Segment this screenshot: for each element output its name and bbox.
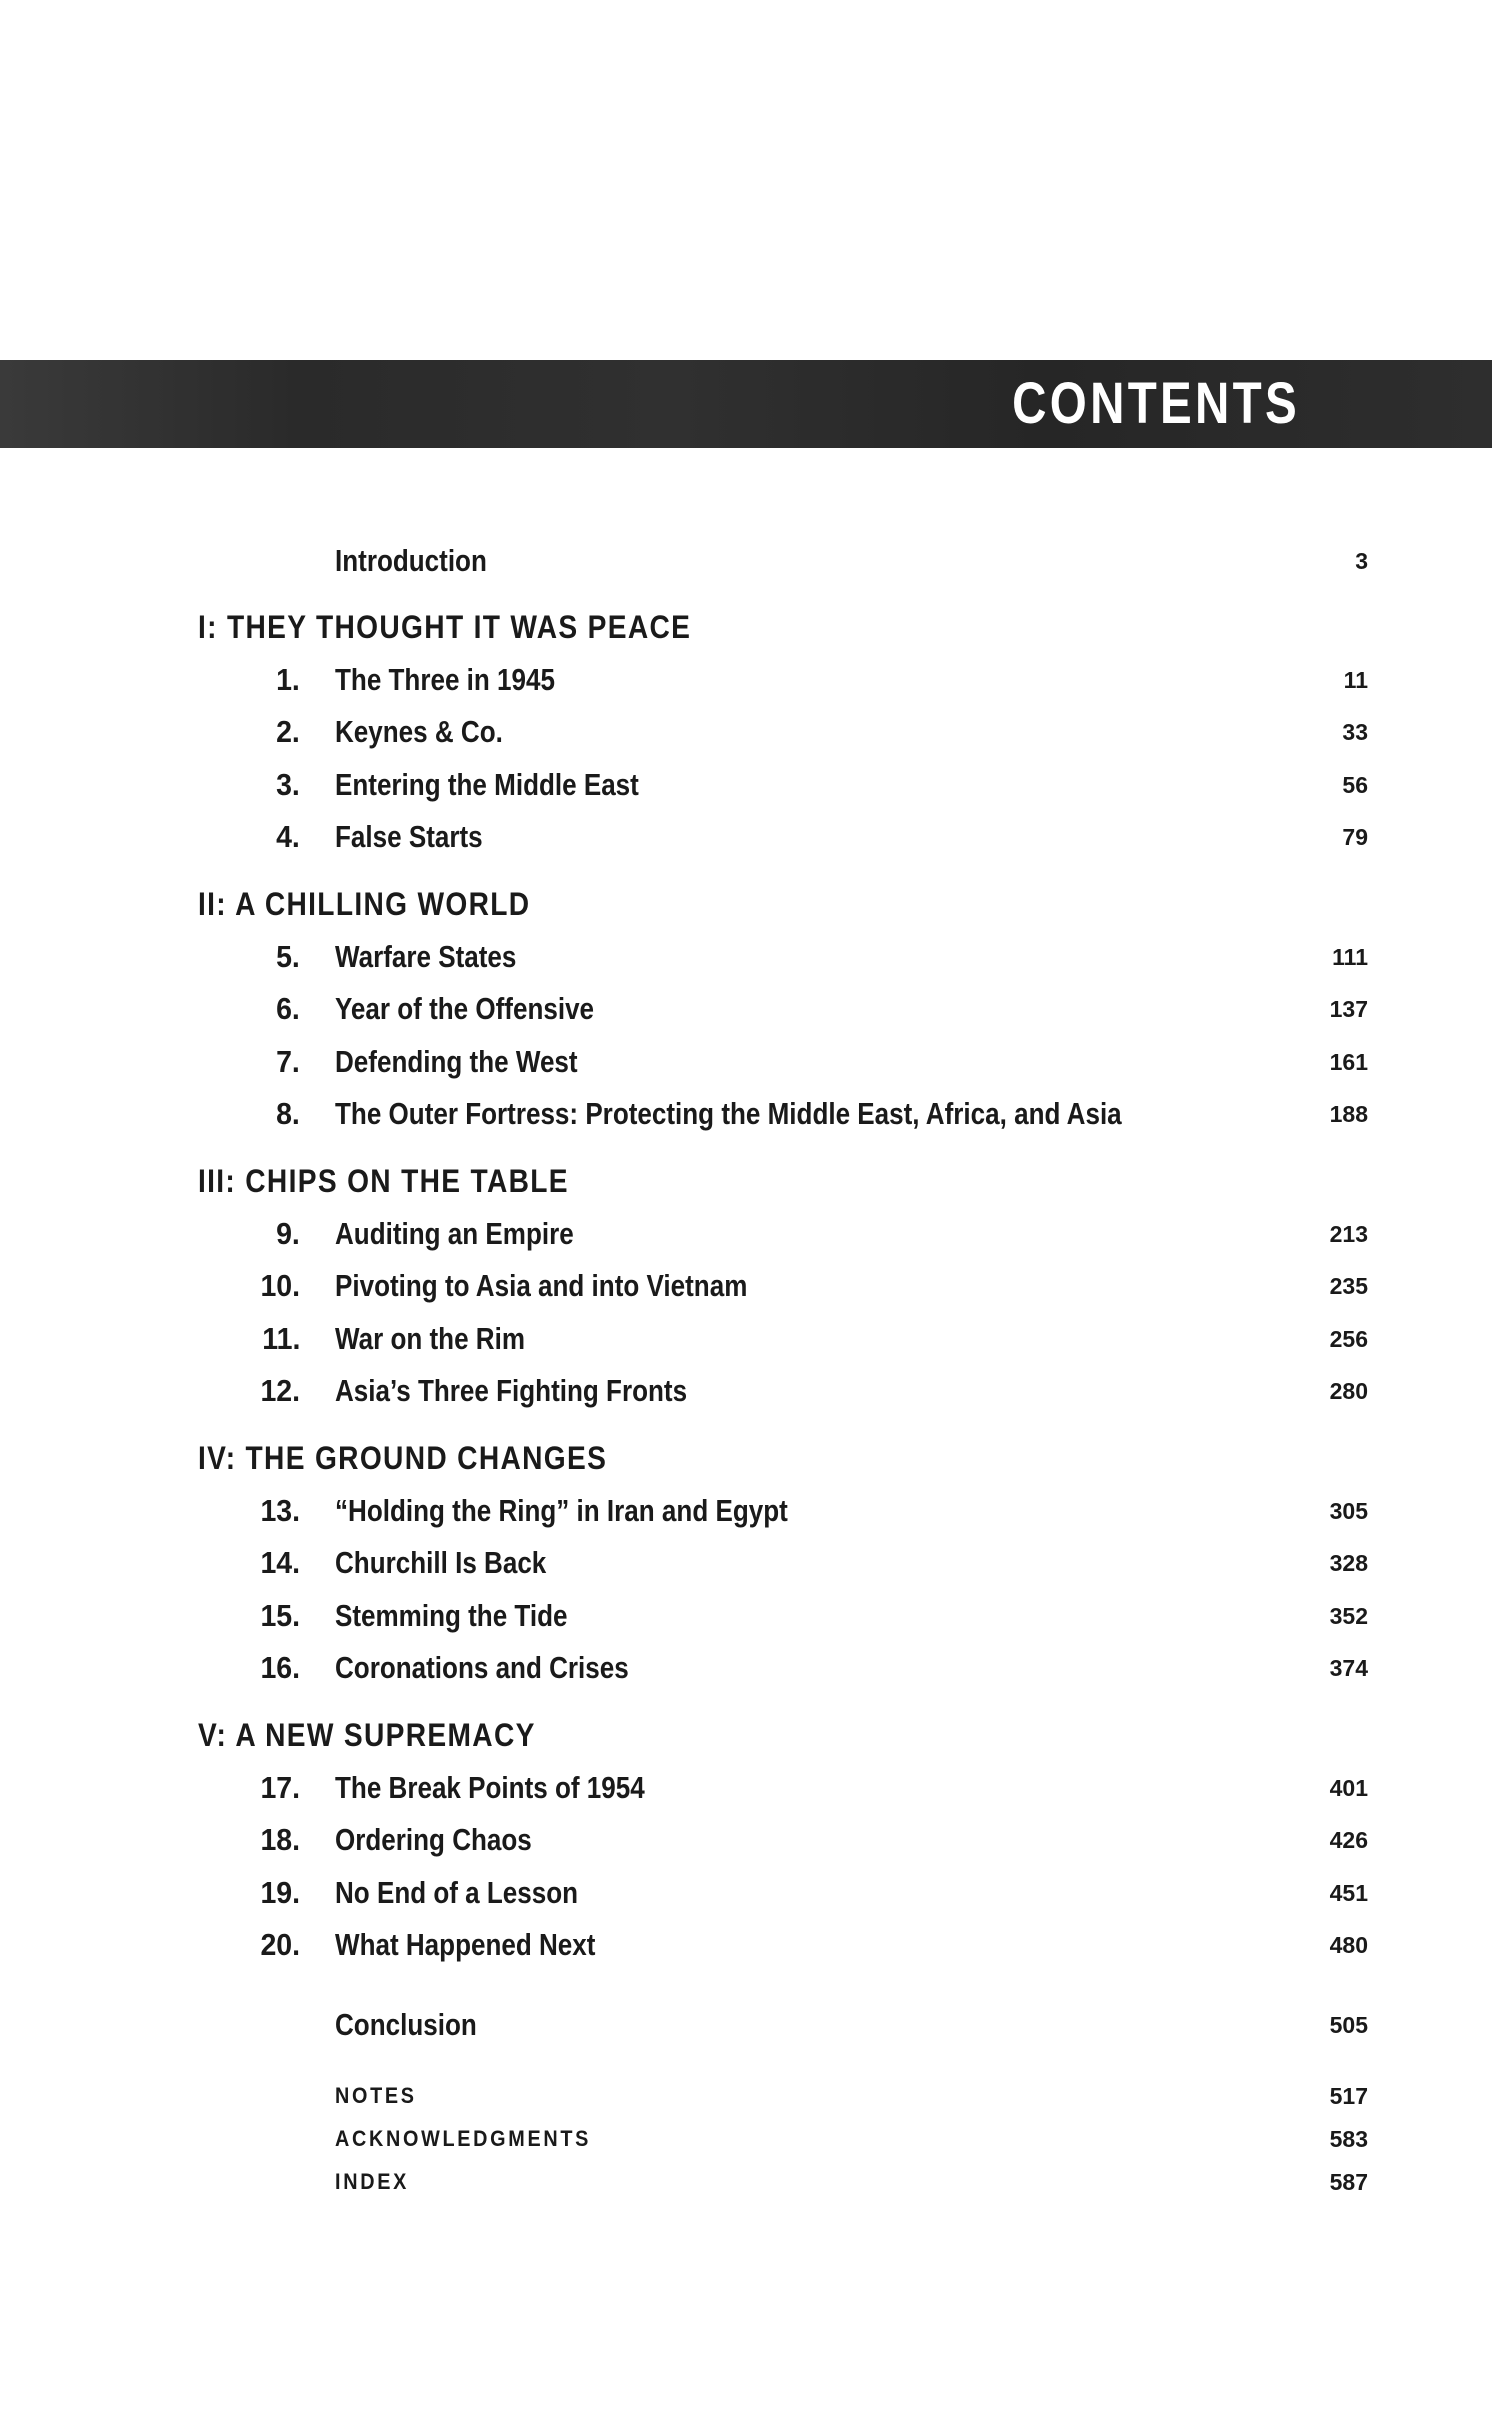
- chapter-number: 17.: [260, 1770, 300, 1805]
- chapter-title: Churchill Is Back: [335, 1545, 547, 1580]
- chapter-title: Defending the West: [335, 1044, 578, 1079]
- chapter-page: 280: [1329, 1378, 1368, 1404]
- entry-page: 583: [1329, 2126, 1368, 2152]
- toc-entry-index[interactable]: [0, 2162, 1500, 2202]
- toc-entry-acknowledgments[interactable]: [0, 2119, 1500, 2159]
- chapter-page: 451: [1329, 1880, 1368, 1906]
- part-heading: [0, 1715, 1500, 1755]
- toc-entry-chapter[interactable]: [0, 1094, 1500, 1134]
- chapter-page: 213: [1329, 1221, 1368, 1247]
- chapter-title: What Happened Next: [335, 1927, 596, 1962]
- chapter-page: 235: [1329, 1273, 1368, 1299]
- toc-entry-chapter[interactable]: [0, 1266, 1500, 1306]
- entry-title: ACKNOWLEDGMENTS: [335, 2126, 592, 2151]
- chapter-title: The Break Points of 1954: [335, 1770, 645, 1805]
- chapter-page: 161: [1329, 1049, 1368, 1075]
- chapter-page: 426: [1329, 1827, 1368, 1853]
- chapter-page: 328: [1329, 1550, 1368, 1576]
- chapter-number: 13.: [260, 1493, 300, 1528]
- toc-entry-conclusion[interactable]: [0, 2005, 1500, 2045]
- part-label: I: THEY THOUGHT IT WAS PEACE: [198, 609, 692, 645]
- chapter-page: 56: [1342, 772, 1368, 798]
- entry-page: 505: [1329, 2012, 1368, 2038]
- entry-title: INDEX: [335, 2169, 410, 2194]
- chapter-title: Pivoting to Asia and into Vietnam: [335, 1268, 748, 1303]
- chapter-title: Ordering Chaos: [335, 1822, 532, 1857]
- chapter-number: 10.: [260, 1268, 300, 1303]
- chapter-number: 9.: [276, 1216, 300, 1251]
- chapter-title: Keynes & Co.: [335, 714, 503, 749]
- chapter-number: 5.: [276, 939, 300, 974]
- entry-page: 3: [1355, 548, 1368, 574]
- toc-entry-chapter[interactable]: [0, 937, 1500, 977]
- toc-entry-chapter[interactable]: [0, 1925, 1500, 1965]
- chapter-number: 15.: [260, 1598, 300, 1633]
- toc-entry-chapter[interactable]: [0, 660, 1500, 700]
- part-label: V: A NEW SUPREMACY: [198, 1717, 536, 1753]
- toc-entry-chapter[interactable]: [0, 712, 1500, 752]
- toc-entry-notes[interactable]: [0, 2076, 1500, 2116]
- chapter-number: 16.: [260, 1650, 300, 1685]
- entry-page: 517: [1329, 2083, 1368, 2109]
- entry-page: 587: [1329, 2169, 1368, 2195]
- chapter-number: 7.: [276, 1044, 300, 1079]
- chapter-title: Asia’s Three Fighting Fronts: [335, 1373, 688, 1408]
- chapter-page: 137: [1329, 996, 1368, 1022]
- chapter-title: The Outer Fortress: Protecting the Middle East, Africa, and Asia: [335, 1096, 1122, 1131]
- toc-entry-chapter[interactable]: [0, 1543, 1500, 1583]
- chapter-title: No End of a Lesson: [335, 1875, 579, 1910]
- chapter-page: 188: [1329, 1101, 1368, 1127]
- toc-entry-chapter[interactable]: [0, 1371, 1500, 1411]
- part-label: IV: THE GROUND CHANGES: [198, 1440, 608, 1476]
- toc-entry-chapter[interactable]: [0, 817, 1500, 857]
- chapter-title: The Three in 1945: [335, 662, 555, 697]
- chapter-title: Stemming the Tide: [335, 1598, 568, 1633]
- chapter-number: 4.: [276, 819, 300, 854]
- chapter-number: 2.: [276, 714, 300, 749]
- chapter-page: 256: [1329, 1326, 1368, 1352]
- toc-entry-chapter[interactable]: [0, 765, 1500, 805]
- toc-entry-chapter[interactable]: [0, 1768, 1500, 1808]
- part-heading: [0, 1161, 1500, 1201]
- toc-entry-chapter[interactable]: [0, 1820, 1500, 1860]
- part-label: II: A CHILLING WORLD: [198, 886, 531, 922]
- chapter-number: 19.: [260, 1875, 300, 1910]
- chapter-number: 1.: [276, 662, 300, 697]
- toc-entry-chapter[interactable]: [0, 1491, 1500, 1531]
- entry-title: Conclusion: [335, 2007, 477, 2042]
- chapter-number: 8.: [276, 1096, 300, 1131]
- chapter-title: Warfare States: [335, 939, 517, 974]
- chapter-title: False Starts: [335, 819, 483, 854]
- chapter-number: 11.: [261, 1321, 300, 1356]
- chapter-number: 3.: [276, 767, 300, 802]
- part-heading: [0, 1438, 1500, 1478]
- chapter-page: 33: [1342, 719, 1368, 745]
- chapter-title: Coronations and Crises: [335, 1650, 629, 1685]
- chapter-page: 79: [1342, 824, 1368, 850]
- entry-title: NOTES: [335, 2083, 417, 2108]
- chapter-page: 401: [1329, 1775, 1368, 1801]
- toc-entry-chapter[interactable]: [0, 1873, 1500, 1913]
- chapter-number: 6.: [276, 991, 300, 1026]
- entry-title: Introduction: [335, 543, 487, 578]
- chapter-number: 14.: [260, 1545, 300, 1580]
- chapter-title: “Holding the Ring” in Iran and Egypt: [335, 1493, 788, 1528]
- chapter-page: 305: [1329, 1498, 1368, 1524]
- toc-entry-chapter[interactable]: [0, 1319, 1500, 1359]
- toc-entry-chapter[interactable]: [0, 1648, 1500, 1688]
- chapter-title: Entering the Middle East: [335, 767, 639, 802]
- toc-entry-chapter[interactable]: [0, 989, 1500, 1029]
- chapter-page: 352: [1329, 1603, 1368, 1629]
- chapter-number: 20.: [260, 1927, 300, 1962]
- toc-entry-introduction[interactable]: [0, 541, 1500, 581]
- chapter-page: 374: [1329, 1655, 1368, 1681]
- chapter-title: Auditing an Empire: [335, 1216, 574, 1251]
- chapter-page: 11: [1343, 667, 1368, 693]
- toc-entry-chapter[interactable]: [0, 1042, 1500, 1082]
- part-label: III: CHIPS ON THE TABLE: [198, 1163, 569, 1199]
- toc-entry-chapter[interactable]: [0, 1596, 1500, 1636]
- chapter-number: 12.: [260, 1373, 300, 1408]
- chapter-title: Year of the Offensive: [335, 991, 595, 1026]
- toc-entry-chapter[interactable]: [0, 1214, 1500, 1254]
- chapter-page: 480: [1329, 1932, 1368, 1958]
- part-heading: [0, 884, 1500, 924]
- chapter-number: 18.: [260, 1822, 300, 1857]
- chapter-page: 111: [1332, 944, 1368, 970]
- page-title: CONTENTS: [1012, 371, 1300, 436]
- chapter-title: War on the Rim: [335, 1321, 526, 1356]
- part-heading: [0, 607, 1500, 647]
